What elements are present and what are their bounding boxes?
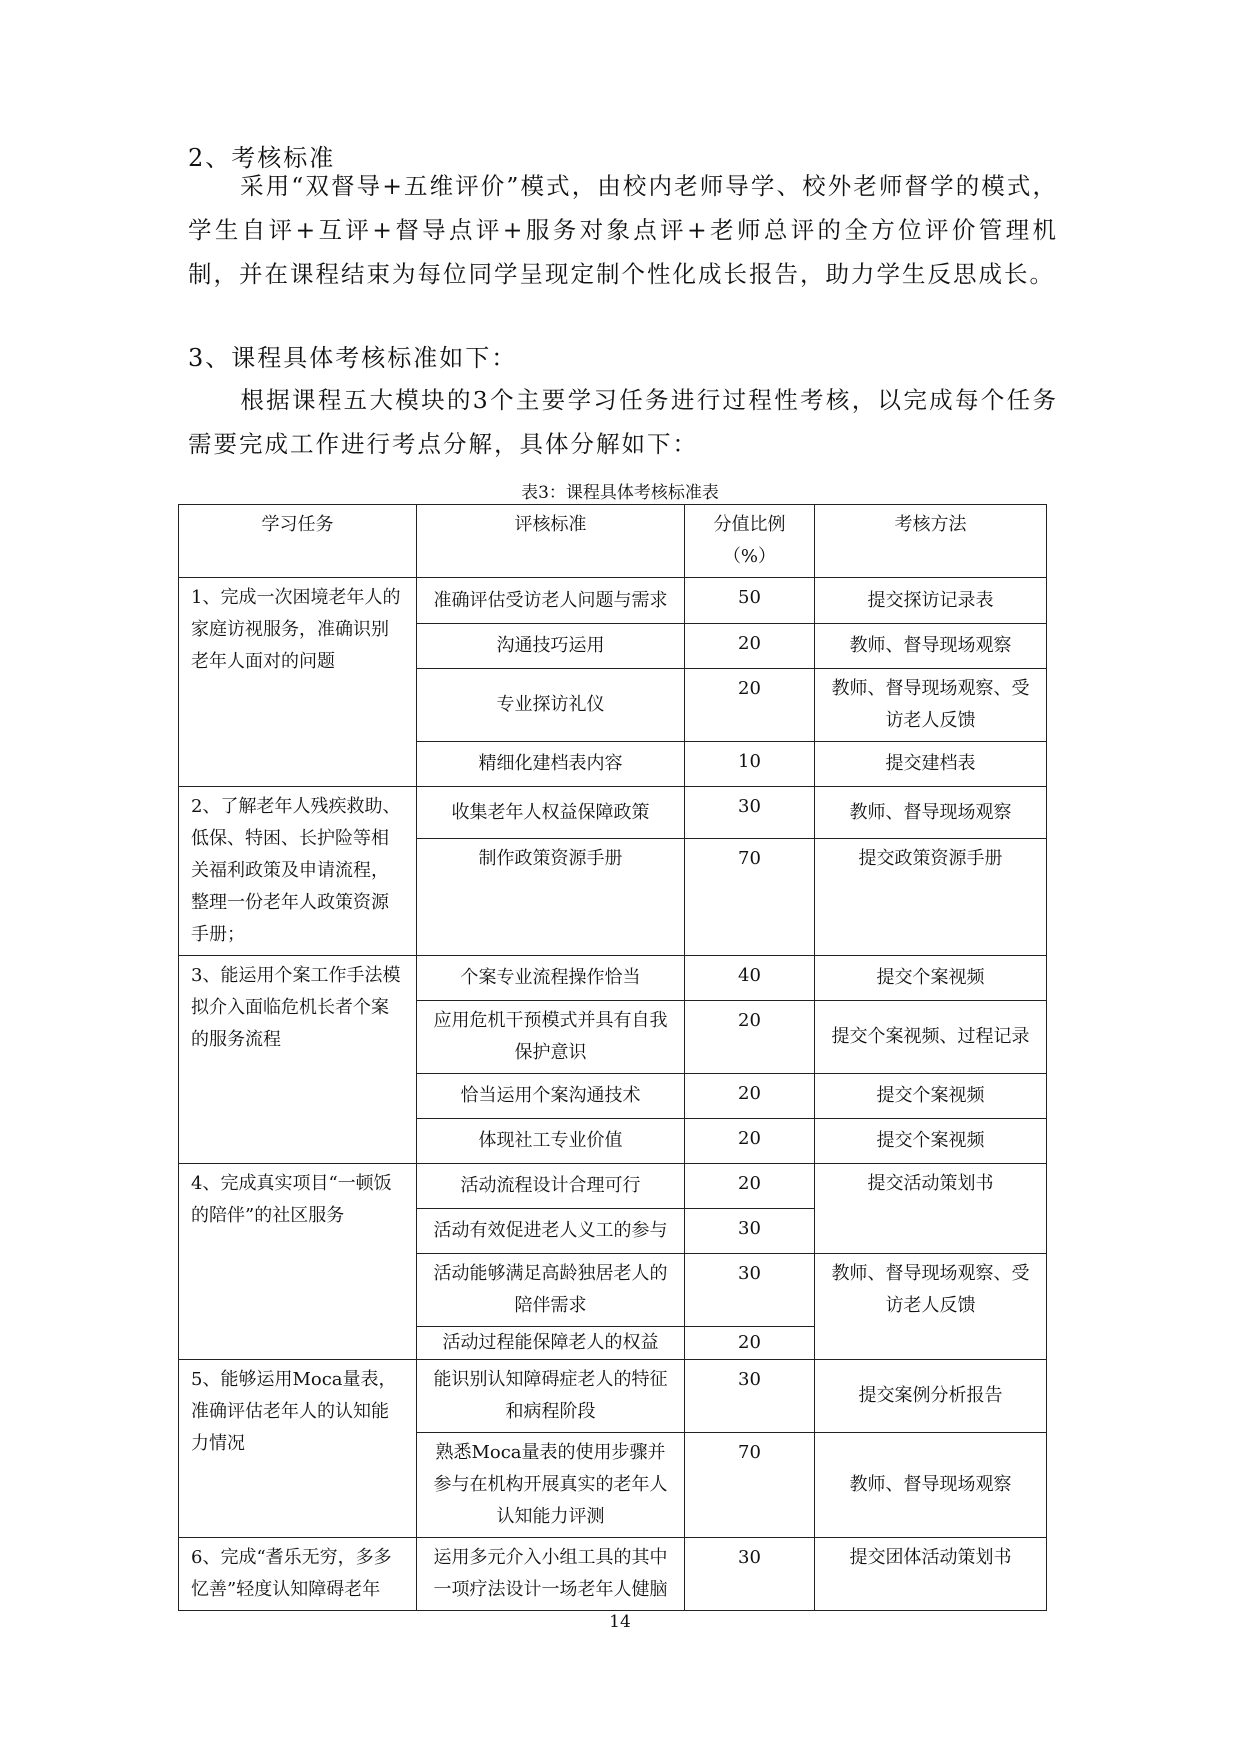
standard-cell: 制作政策资源手册: [417, 839, 685, 956]
score-cell: 40: [685, 956, 815, 1001]
score-cell: 30: [685, 1254, 815, 1327]
method-cell: 提交建档表: [815, 742, 1047, 787]
section-3-paragraph: [188, 378, 1058, 466]
table-row: [179, 1538, 1047, 1611]
method-cell: 提交政策资源手册: [815, 839, 1047, 956]
score-cell: 20: [685, 669, 815, 742]
method-cell: 教师、督导现场观察: [815, 787, 1047, 839]
task-cell: 3、能运用个案工作手法模拟介入面临危机长者个案的服务流程: [179, 956, 417, 1164]
section-3-paragraph-text: 根据课程五大模块的3个主要学习任务进行过程性考核，以完成每个任务需要完成工作进行考点分解，具体分解如下：: [188, 386, 1058, 458]
score-cell: 70: [685, 839, 815, 956]
task-cell: 5、能够运用Moca量表，准确评估老年人的认知能力情况: [179, 1360, 417, 1538]
table-row: [179, 578, 1047, 624]
method-cell: 提交探访记录表: [815, 578, 1047, 624]
task-cell: 4、完成真实项目“一顿饭的陪伴”的社区服务: [179, 1164, 417, 1360]
score-cell: 30: [685, 1209, 815, 1254]
method-cell: 教师、督导现场观察: [815, 624, 1047, 669]
score-cell: 30: [685, 1360, 815, 1433]
method-cell: 提交活动策划书: [815, 1164, 1047, 1254]
standard-cell: 准确评估受访老人问题与需求: [417, 578, 685, 624]
section-2-heading: 2、考核标准: [188, 144, 336, 172]
header-cell: 分值比例（%）: [685, 505, 815, 578]
method-cell: 教师、督导现场观察: [815, 1433, 1047, 1538]
standard-cell: 精细化建档表内容: [417, 742, 685, 787]
table-caption: 表3：课程具体考核标准表: [521, 483, 719, 503]
method-cell: 提交个案视频: [815, 1119, 1047, 1164]
score-cell: 30: [685, 1538, 815, 1611]
standard-cell: 活动有效促进老人义工的参与: [417, 1209, 685, 1254]
section-2-paragraph: [188, 164, 1058, 296]
section-2-paragraph-text: 采用“双督导+五维评价”模式，由校内老师导学、校外老师督学的模式，学生自评+互评+督导点评+服务对象点评+老师总评的全方位评价管理机制，并在课程结束为每位同学呈现定制个性化成长报告，助力学生反思成长。: [188, 172, 1058, 288]
table-row: [179, 1360, 1047, 1433]
page-number: 14: [609, 1612, 631, 1632]
standard-cell: 体现社工专业价值: [417, 1119, 685, 1164]
standard-cell: 能识别认知障碍症老人的特征和病程阶段: [417, 1360, 685, 1433]
score-cell: 30: [685, 787, 815, 839]
standard-cell: 应用危机干预模式并具有自我保护意识: [417, 1001, 685, 1074]
score-cell: 20: [685, 1164, 815, 1209]
standard-cell: 收集老年人权益保障政策: [417, 787, 685, 839]
task-cell: 1、完成一次困境老年人的家庭访视服务，准确识别老年人面对的问题: [179, 578, 417, 787]
standard-cell: 专业探访礼仪: [417, 669, 685, 742]
method-cell: 提交个案视频: [815, 1074, 1047, 1119]
table-row: [179, 956, 1047, 1001]
task-cell: 2、了解老年人残疾救助、低保、特困、长护险等相关福利政策及申请流程，整理一份老年人政策资源手册；: [179, 787, 417, 956]
score-cell: 20: [685, 1327, 815, 1360]
section-3-heading: 3、课程具体考核标准如下：: [188, 344, 518, 372]
standard-cell: 沟通技巧运用: [417, 624, 685, 669]
method-cell: 提交个案视频: [815, 956, 1047, 1001]
standard-cell: 活动能够满足高龄独居老人的陪伴需求: [417, 1254, 685, 1327]
method-cell: 提交个案视频、过程记录: [815, 1001, 1047, 1074]
standard-cell: 活动流程设计合理可行: [417, 1164, 685, 1209]
score-cell: 10: [685, 742, 815, 787]
method-cell: 教师、督导现场观察、受访老人反馈: [815, 669, 1047, 742]
header-cell: 学习任务: [179, 505, 417, 578]
score-cell: 20: [685, 1074, 815, 1119]
score-cell: 50: [685, 578, 815, 624]
assessment-table: [178, 504, 1047, 1611]
table-row: [179, 787, 1047, 839]
header-cell: 评核标准: [417, 505, 685, 578]
standard-cell: 恰当运用个案沟通技术: [417, 1074, 685, 1119]
standard-cell: 运用多元介入小组工具的其中一项疗法设计一场老年人健脑: [417, 1538, 685, 1611]
task-cell: 6、完成“耆乐无穷，多多忆善”轻度认知障碍老年: [179, 1538, 417, 1611]
standard-cell: 活动过程能保障老人的权益: [417, 1327, 685, 1360]
standard-cell: 熟悉Moca量表的使用步骤并参与在机构开展真实的老年人认知能力评测: [417, 1433, 685, 1538]
score-cell: 20: [685, 1001, 815, 1074]
method-cell: 提交案例分析报告: [815, 1360, 1047, 1433]
table-row: [179, 1164, 1047, 1209]
header-cell: 考核方法: [815, 505, 1047, 578]
score-cell: 70: [685, 1433, 815, 1538]
score-cell: 20: [685, 624, 815, 669]
table-header-row: [179, 505, 1047, 578]
method-cell: 提交团体活动策划书: [815, 1538, 1047, 1611]
method-cell: 教师、督导现场观察、受访老人反馈: [815, 1254, 1047, 1360]
score-cell: 20: [685, 1119, 815, 1164]
standard-cell: 个案专业流程操作恰当: [417, 956, 685, 1001]
